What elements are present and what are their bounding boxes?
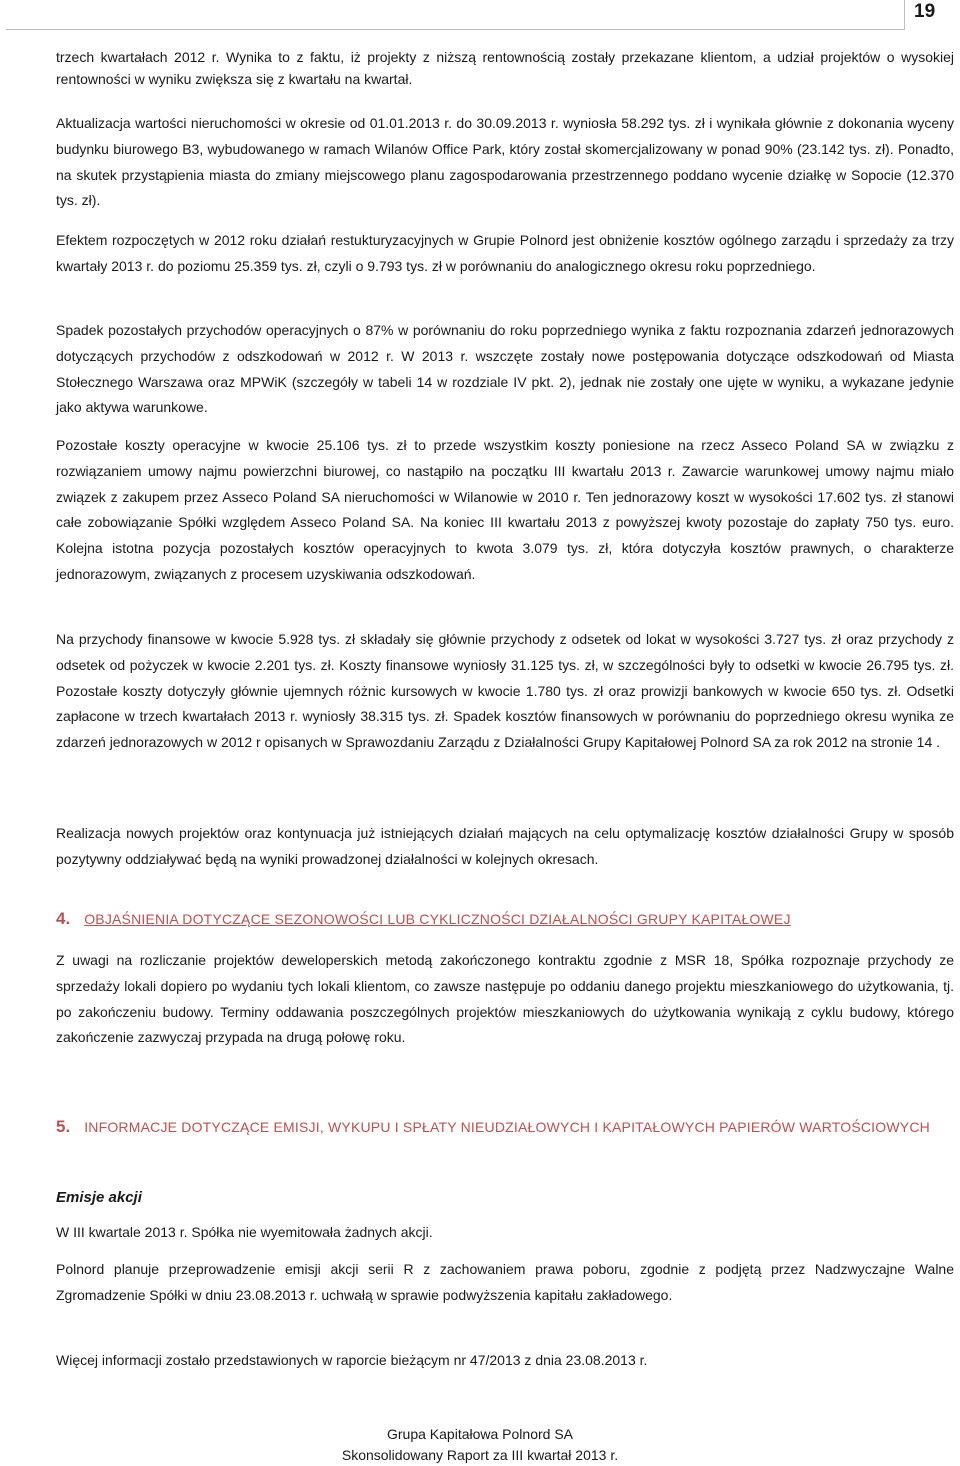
section-4-text: Z uwagi na rozliczanie projektów deweloperskich metodą zakończonego kontraktu zgodnie z MSR 18, Spółka rozpoznaje przychody ze sprzedaży lokali dopiero po wydaniu tych lokali klientom, co zawsze następuje po oddaniu danego projektu mieszkaniowego do użytkowania, tj. po zakończeniu budowy. Terminy oddawania poszczególnych projektów mieszkaniowych do użytkowania wynikają z cyklu budowy, którego zakończenie zazwyczaj przypada na drugą połowę roku.	[56, 952, 954, 1046]
paragraph-p3: Efektem rozpoczętych w 2012 roku działań restukturyzacyjnych w Grupie Polnord jest obniżenie kosztów ogólnego zarządu i sprzedaży za trzy kwartały 2013 r. do poziomu 25.359 tys. zł, czyli o 9.793 tys. zł w porównaniu do analogicznego okresu roku poprzedniego.	[56, 232, 954, 274]
paragraph-p6: Na przychody finansowe w kwocie 5.928 tys. zł składały się głównie przychody z odsetek od lokat w wysokości 3.727 tys. zł oraz przychody z odsetek od pożyczek w kwocie 2.201 tys. zł. Koszty finansowe wyniosły 31.125 tys. zł, w szczególności były to odsetki w kwocie 26.795 tys. zł. Pozostałe koszty dotyczyły głównie ujemnych różnic kursowych w kwocie 1.780 tys. zł oraz prowizji bankowych w kwocie 650 tys. zł. Odsetki zapłacone w trzech kwartałach 2013 r. wyniosły 38.315 tys. zł. Spadek kosztów finansowych w porównaniu do poprzedniego okresu wynika ze zdarzeń jednorazowych w 2012 r opisanych w Sprawozdaniu Zarządu z Działalności Grupy Kapitałowej Polnord SA za rok 2012 na stronie 14 .	[56, 631, 954, 751]
paragraph-p2: Aktualizacja wartości nieruchomości w okresie od 01.01.2013 r. do 30.09.2013 r. wyniosła 58.292 tys. zł i wynikała głównie z dokonania wyceny budynku biurowego B3, wybudowanego w ramach Wilanów Office Park, który został skomercjalizowany w ponad 90% (23.142 tys. zł). Ponadto, na skutek przystąpienia miasta do zmiany miejscowego planu zagospodarowania przestrzennego poddano wycenie działkę w Sopocie (12.370 tys. zł).	[56, 115, 954, 209]
section-4-number: 4.	[56, 909, 71, 928]
page-number-separator	[904, 0, 905, 30]
section-4-title: OBJAŚNIENIA DOTYCZĄCE SEZONOWOŚCI LUB CYKLICZNOŚCI DZIAŁALNOŚCI GRUPY KAPITAŁOWEJ	[84, 911, 791, 927]
footer-line-2: Skonsolidowany Raport za III kwartał 2013 r.	[341, 1447, 619, 1463]
section-5-number: 5.	[56, 1117, 71, 1136]
section-5-text-3: Więcej informacji zostało przedstawionych w raporcie bieżącym nr 47/2013 z dnia 23.08.2013 r.	[56, 1352, 648, 1368]
paragraph-p1: trzech kwartałach 2012 r. Wynika to z faktu, iż projekty z niższą rentownością zostały przekazane klientom, a udział projektów o wysokiej rentowności w wyniku zwiększa się z kwartału na kwartał.	[56, 49, 954, 87]
paragraph-p7: Realizacja nowych projektów oraz kontynuacja już istniejących działań mających na celu optymalizację kosztów działalności Grupy w sposób pozytywny oddziaływać będą na wyniki prowadzonej działalności w kolejnych okresach.	[56, 825, 954, 867]
section-5-text-2: Polnord planuje przeprowadzenie emisji akcji serii R z zachowaniem prawa poboru, zgodnie z podjętą przez Nadzwyczajne Walne Zgromadzenie Spółki w dniu 23.08.2013 r. uchwałą w sprawie podwyższenia kapitału zakładowego.	[56, 1261, 954, 1303]
section-5-title: INFORMACJE DOTYCZĄCE EMISJI, WYKUPU I SPŁATY NIEUDZIAŁOWYCH I KAPITAŁOWYCH PAPIERÓW WARTOŚCIOWYCH	[84, 1119, 930, 1135]
paragraph-p5: Pozostałe koszty operacyjne w kwocie 25.106 tys. zł to przede wszystkim koszty poniesione na rzecz Asseco Poland SA w związku z rozwiązaniem umowy najmu powierzchni biurowej, co nastąpiło na początku III kwartału 2013 r. Zawarcie warunkowej umowy najmu miało związek z zakupem przez Asseco Poland SA nieruchomości w Wilanowie w 2010 r. Ten jednorazowy koszt w wysokości 17.602 tys. zł stanowi całe zobowiązanie Spółki względem Asseco Poland SA. Na koniec III kwartału 2013 z powyższej kwoty pozostaje do zapłaty 750 tys. euro. Kolejna istotna pozycja pozostałych kosztów operacyjnych to kwota 3.079 tys. zł, która dotyczyła kosztów prawnych, o charakterze jednorazowym, związanych z procesem uzyskiwania odszkodowań.	[56, 437, 954, 582]
paragraph-p4: Spadek pozostałych przychodów operacyjnych o 87% w porównaniu do roku poprzedniego wynika z faktu rozpoznania zdarzeń jednorazowych dotyczących przychodów z odszkodowań w 2012 r. W 2013 r. wszczęte zostały nowe postępowania dotyczące odszkodowań od Miasta Stołecznego Warszawa oraz MPWiK (szczegóły w tabeli 14 w rozdziale IV pkt. 2), jednak nie zostały one ujęte w wyniku, a wykazane jedynie jako aktywa warunkowe.	[56, 322, 954, 416]
section-5-text-1: W III kwartale 2013 r. Spółka nie wyemitowała żadnych akcji.	[56, 1224, 433, 1240]
header-rule	[6, 29, 904, 30]
page-number: 19	[914, 1, 936, 22]
section-4-heading	[56, 906, 954, 932]
footer-line-1: Grupa Kapitałowa Polnord SA	[387, 1426, 573, 1442]
section-5-subheading: Emisje akcji	[56, 1189, 142, 1206]
section-5-heading	[56, 1110, 954, 1144]
